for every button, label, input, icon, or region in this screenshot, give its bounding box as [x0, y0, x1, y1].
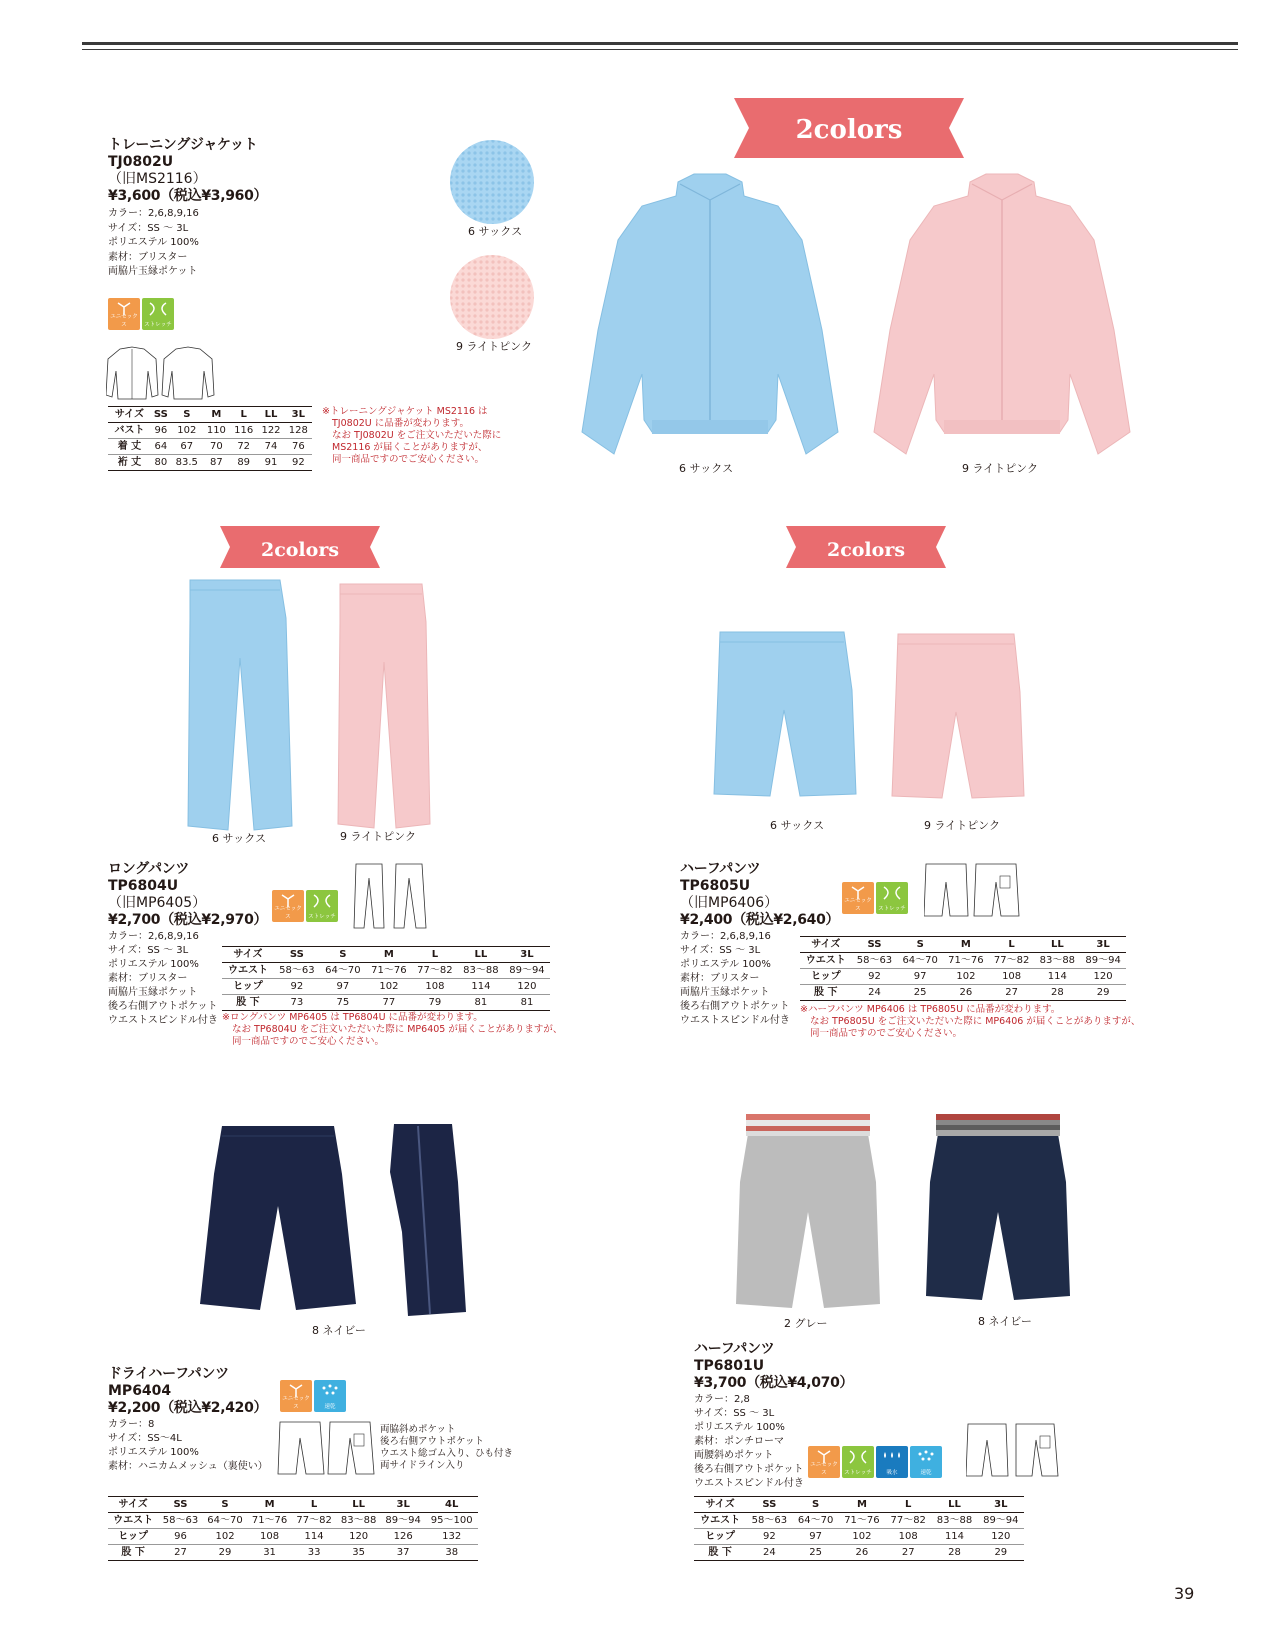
icon-label: ストレッチ [144, 322, 172, 328]
product-specs [108, 207, 267, 280]
table-cell: 38 [425, 1545, 478, 1561]
table-cell: 126 [381, 1529, 426, 1545]
image-caption: 6 サックス [212, 832, 267, 845]
note-line: TJ0802U に品番が変わります。 [332, 418, 469, 429]
top-rule [82, 42, 1238, 45]
table-cell: 25 [897, 985, 943, 1001]
note-line: ※トレーニングジャケット MS2116 は [322, 406, 488, 417]
unisex-icon [842, 882, 874, 914]
table-cell: 股 下 [222, 995, 274, 1011]
table-cell: ヒップ [222, 979, 274, 995]
banner-text: 2colors [826, 539, 906, 561]
image-caption: 6 サックス [679, 462, 734, 475]
table-header: L [989, 937, 1035, 953]
long-pants-size-table [222, 946, 550, 1011]
note-line: ※ハーフパンツ MP6406 は TP6805U に品番が変わります。 [800, 1004, 1061, 1015]
feature-line: 後ろ右側アウトポケット [380, 1436, 485, 1447]
table-cell: 91 [257, 455, 284, 471]
half-pants-size-table [800, 936, 1126, 1001]
swatch-caption: 9 ライトピンク [456, 340, 532, 353]
spec-line: ウエストスピンドル付き [694, 1478, 804, 1489]
table-cell: 77～82 [989, 953, 1035, 969]
note-line: ※ロングパンツ MP6405 は TP6804U に品番が変わります。 [222, 1012, 483, 1023]
table-cell: 83～88 [458, 963, 504, 979]
table-cell: 102 [839, 1529, 885, 1545]
spec-line: サイズ：SS ～ 3L [694, 1408, 775, 1419]
spec-line: 両腰斜めポケット [694, 1450, 774, 1461]
image-caption: 8 ネイビー [312, 1324, 366, 1337]
table-cell: 37 [381, 1545, 426, 1561]
product-price: ¥2,400（税込¥2,640） [680, 912, 840, 928]
table-cell: 25 [793, 1545, 839, 1561]
table-cell: 64～70 [320, 963, 366, 979]
jacket-line-drawing-icon [106, 345, 216, 401]
table-cell: 72 [230, 439, 257, 455]
table-header: L [230, 407, 257, 423]
half-pants-6801-size-table [694, 1496, 1024, 1561]
table-header: LL [458, 947, 504, 963]
table-header: M [247, 1497, 292, 1513]
table-header: 3L [1080, 937, 1126, 953]
table-cell: 31 [247, 1545, 292, 1561]
spec-line: カラー：8 [108, 1419, 155, 1430]
spec-line: ウエストスピンドル付き [680, 1015, 790, 1026]
spec-line: サイズ：SS ～ 3L [680, 945, 761, 956]
table-cell: 着 丈 [108, 439, 151, 455]
table-cell: 75 [320, 995, 366, 1011]
image-caption: 6 サックス [770, 819, 825, 832]
table-cell: 83.5 [171, 455, 203, 471]
long-pants-sax-image [184, 578, 294, 834]
half-pants-sax-image [712, 630, 858, 800]
banner-text: 2colors [795, 115, 903, 145]
spec-line: 素材：ブリスター [108, 973, 188, 984]
table-cell: 108 [247, 1529, 292, 1545]
table-cell: 132 [425, 1529, 478, 1545]
product-code: TP6804U [108, 878, 179, 894]
half-pants-pink-image [888, 632, 1028, 802]
table-header: サイズ [108, 407, 151, 423]
table-cell: 26 [839, 1545, 885, 1561]
icon-label: 速乾 [324, 1404, 336, 1410]
table-cell: ウエスト [222, 963, 274, 979]
table-cell: 58～63 [852, 953, 898, 969]
page-number: 39 [1174, 1584, 1195, 1603]
table-cell: 108 [885, 1529, 931, 1545]
table-cell: 128 [285, 423, 312, 439]
table-header: M [366, 947, 412, 963]
table-header: S [897, 937, 943, 953]
table-cell: 64 [151, 439, 171, 455]
table-cell: 89～94 [504, 963, 550, 979]
dry-half-pants-info [108, 1366, 268, 1474]
table-cell: ウエスト [108, 1513, 158, 1529]
top-rule-thin [82, 49, 1238, 50]
old-code: （旧MP6405） [108, 895, 207, 911]
feature-line: 両脇斜めポケット [380, 1424, 456, 1435]
table-cell: 26 [943, 985, 989, 1001]
image-caption: 9 ライトピンク [340, 830, 416, 843]
note-line: 同一商品ですのでご安心ください。 [332, 454, 485, 465]
table-cell: 33 [292, 1545, 337, 1561]
table-cell: 28 [1034, 985, 1080, 1001]
spec-line: 後ろ右側アウトポケット [694, 1464, 804, 1475]
banner-text: 2colors [260, 539, 340, 561]
table-cell: 股 下 [800, 985, 852, 1001]
table-cell: 120 [978, 1529, 1024, 1545]
dry-half-pants-navy-front-image [196, 1124, 360, 1314]
table-cell: 116 [230, 423, 257, 439]
table-cell: 70 [203, 439, 230, 455]
feature-line: ウエスト総ゴム入り、ひも付き [380, 1448, 514, 1459]
table-cell: 股 下 [694, 1545, 746, 1561]
table-cell: 102 [203, 1529, 248, 1545]
spec-line: サイズ：SS ～ 3L [108, 945, 189, 956]
table-cell: 58～63 [158, 1513, 203, 1529]
image-caption: 9 ライトピンク [962, 462, 1038, 475]
product-price: ¥3,600（税込¥3,960） [108, 188, 268, 204]
water-absorb-icon [876, 1446, 908, 1478]
table-cell: 71～76 [839, 1513, 885, 1529]
table-cell: 27 [158, 1545, 203, 1561]
spec-line: 素材：ハニカムメッシュ（裏使い） [108, 1461, 268, 1472]
half-pants-gray-image [734, 1112, 882, 1310]
two-colors-banner [734, 98, 964, 158]
icon-label: 吸水 [886, 1470, 898, 1476]
product-code: MP6404 [108, 1383, 172, 1399]
table-cell: 114 [292, 1529, 337, 1545]
table-cell: 97 [793, 1529, 839, 1545]
table-header: 4L [425, 1497, 478, 1513]
table-cell: 108 [412, 979, 458, 995]
table-cell: 114 [1034, 969, 1080, 985]
table-cell: 29 [978, 1545, 1024, 1561]
note-line: なお TP6805U をご注文いただいた際に MP6406 が届くことがありますが、 [810, 1016, 1141, 1027]
unisex-icon [808, 1446, 840, 1478]
old-code: （旧MS2116） [108, 171, 207, 187]
half-pants-6801-line-drawing-icon [966, 1422, 1060, 1478]
icon-label: ユニセックス [282, 1396, 310, 1410]
table-cell: 89～94 [978, 1513, 1024, 1529]
table-cell: 77 [366, 995, 412, 1011]
long-pants-line-drawing-icon [352, 862, 428, 930]
table-cell: 92 [852, 969, 898, 985]
table-cell: 92 [285, 455, 312, 471]
spec-line: 素材：ポンチローマ [694, 1436, 784, 1447]
table-cell: 96 [158, 1529, 203, 1545]
long-pants-note [222, 1012, 562, 1048]
spec-line: カラー：2,6,8,9,16 [108, 208, 199, 219]
spec-line: 後ろ右側アウトポケット [680, 1001, 790, 1012]
table-cell: 89～94 [381, 1513, 426, 1529]
product-price: ¥3,700（税込¥4,070） [694, 1375, 854, 1391]
table-header: サイズ [694, 1497, 746, 1513]
table-header: サイズ [222, 947, 274, 963]
table-header: S [203, 1497, 248, 1513]
spec-line: サイズ：SS ～ 3L [108, 222, 189, 234]
product-title: トレーニングジャケット [108, 137, 258, 153]
spec-line: ポリエステル 100% [108, 959, 199, 970]
product-title: ドライハーフパンツ [108, 1366, 229, 1382]
table-header: 3L [381, 1497, 426, 1513]
table-cell: 114 [931, 1529, 977, 1545]
table-cell: 64～70 [897, 953, 943, 969]
unisex-icon [272, 890, 304, 922]
table-header: L [885, 1497, 931, 1513]
product-specs [108, 1418, 268, 1474]
table-header: S [320, 947, 366, 963]
icon-label: ユニセックス [110, 314, 138, 328]
jacket-info [108, 137, 267, 280]
dry-half-pants-navy-side-image [388, 1122, 468, 1318]
dry-half-pants-size-table [108, 1496, 478, 1561]
spec-line: 両脇片玉縁ポケット [108, 266, 198, 277]
product-code: TP6801U [694, 1358, 765, 1374]
table-header: L [412, 947, 458, 963]
spec-line: 素材：ブリスター [108, 251, 188, 263]
table-cell: 92 [746, 1529, 792, 1545]
table-cell: 102 [171, 423, 203, 439]
image-caption: 2 グレー [784, 1317, 828, 1330]
pink-swatch-icon [448, 253, 536, 341]
table-cell: 76 [285, 439, 312, 455]
product-title: ハーフパンツ [680, 861, 761, 877]
stretch-icon [876, 882, 908, 914]
icon-label: ユニセックス [844, 898, 872, 912]
jacket-sax-image [580, 170, 840, 460]
spec-line: ポリエステル 100% [108, 1447, 199, 1458]
table-cell: 110 [203, 423, 230, 439]
table-cell: 73 [274, 995, 320, 1011]
table-cell: 102 [943, 969, 989, 985]
spec-line: ポリエステル 100% [680, 959, 771, 970]
table-header: SS [274, 947, 320, 963]
table-header: 3L [978, 1497, 1024, 1513]
quick-dry-icon [314, 1380, 346, 1412]
table-cell: ヒップ [694, 1529, 746, 1545]
table-cell: 29 [1080, 985, 1126, 1001]
dry-half-pants-line-drawing-icon [276, 1420, 376, 1476]
unisex-icon [108, 298, 140, 330]
table-cell: 79 [412, 995, 458, 1011]
table-header: サイズ [108, 1497, 158, 1513]
stretch-icon [306, 890, 338, 922]
half-pants-navy-image [924, 1112, 1072, 1302]
table-cell: 96 [151, 423, 171, 439]
table-header: S [793, 1497, 839, 1513]
table-cell: 77～82 [292, 1513, 337, 1529]
table-cell: 122 [257, 423, 284, 439]
table-cell: 24 [852, 985, 898, 1001]
table-cell: 裄 丈 [108, 455, 151, 471]
image-caption: 8 ネイビー [978, 1315, 1032, 1328]
swatch-caption: 6 サックス [468, 225, 523, 238]
product-price: ¥2,700（税込¥2,970） [108, 912, 268, 928]
table-cell: 81 [458, 995, 504, 1011]
stretch-icon [142, 298, 174, 330]
jacket-size-table [108, 406, 312, 471]
note-line: MS2116 が届くことがありますが、 [332, 442, 488, 453]
table-header: 3L [504, 947, 550, 963]
note-line: 同一商品ですのでご安心ください。 [232, 1036, 385, 1047]
table-cell: 29 [203, 1545, 248, 1561]
spec-line: 両脇片玉縁ポケット [108, 987, 198, 998]
table-cell: ヒップ [108, 1529, 158, 1545]
table-cell: 102 [366, 979, 412, 995]
icon-label: 速乾 [920, 1470, 932, 1476]
table-cell: 83～88 [336, 1513, 381, 1529]
spec-line: ポリエステル 100% [694, 1422, 785, 1433]
product-code: TP6805U [680, 878, 751, 894]
table-cell: 83～88 [931, 1513, 977, 1529]
table-header: SS [151, 407, 171, 423]
jacket-pink-image [872, 170, 1132, 460]
table-cell: 27 [989, 985, 1035, 1001]
spec-line: ポリエステル 100% [108, 237, 199, 248]
table-cell: 89 [230, 455, 257, 471]
table-cell: 71～76 [943, 953, 989, 969]
table-cell: 120 [336, 1529, 381, 1545]
icon-label: ユニセックス [274, 906, 302, 920]
table-header: M [203, 407, 230, 423]
sax-swatch-icon [448, 138, 536, 226]
table-cell: 87 [203, 455, 230, 471]
table-cell: 108 [989, 969, 1035, 985]
table-cell: 95～100 [425, 1513, 478, 1529]
spec-line: カラー：2,8 [694, 1394, 750, 1405]
product-title: ロングパンツ [108, 861, 190, 877]
old-code: （旧MP6406） [680, 895, 779, 911]
spec-line: 両脇片玉縁ポケット [680, 987, 770, 998]
product-code: TJ0802U [108, 154, 174, 170]
table-cell: 58～63 [274, 963, 320, 979]
table-cell: 114 [458, 979, 504, 995]
table-header: M [943, 937, 989, 953]
table-header: LL [1034, 937, 1080, 953]
table-cell: ウエスト [800, 953, 852, 969]
table-cell: ヒップ [800, 969, 852, 985]
stretch-icon [842, 1446, 874, 1478]
table-header: 3L [285, 407, 312, 423]
table-cell: 97 [897, 969, 943, 985]
long-pants-pink-image [334, 582, 434, 832]
table-cell: 35 [336, 1545, 381, 1561]
table-cell: ウエスト [694, 1513, 746, 1529]
table-header: サイズ [800, 937, 852, 953]
jacket-note [322, 406, 501, 466]
dry-half-pants-features [380, 1424, 513, 1472]
table-cell: 81 [504, 995, 550, 1011]
table-header: M [839, 1497, 885, 1513]
note-line: なお TP6804U をご注文いただいた際に MP6405 が届くことがありますが、 [232, 1024, 563, 1035]
table-cell: 120 [1080, 969, 1126, 985]
table-cell: 80 [151, 455, 171, 471]
table-cell: 71～76 [247, 1513, 292, 1529]
table-cell: 77～82 [885, 1513, 931, 1529]
note-line: 同一商品ですのでご安心ください。 [810, 1028, 963, 1039]
spec-line: 後ろ右側アウトポケット [108, 1001, 218, 1012]
spec-line: サイズ：SS～4L [108, 1433, 182, 1444]
half-pants-note [800, 1004, 1140, 1040]
feature-line: 両サイドライン入り [380, 1460, 465, 1471]
table-cell: 27 [885, 1545, 931, 1561]
table-header: LL [336, 1497, 381, 1513]
table-cell: 58～63 [746, 1513, 792, 1529]
table-cell: 64～70 [793, 1513, 839, 1529]
table-cell: 74 [257, 439, 284, 455]
icon-label: ユニセックス [810, 1462, 838, 1476]
table-header: SS [852, 937, 898, 953]
spec-line: ウエストスピンドル付き [108, 1015, 218, 1026]
table-header: LL [257, 407, 284, 423]
table-cell: 71～76 [366, 963, 412, 979]
table-header: SS [746, 1497, 792, 1513]
spec-line: カラー：2,6,8,9,16 [108, 931, 199, 942]
spec-line: カラー：2,6,8,9,16 [680, 931, 771, 942]
table-cell: 67 [171, 439, 203, 455]
table-header: S [171, 407, 203, 423]
two-colors-banner [786, 526, 946, 568]
note-line: なお TJ0802U をご注文いただいた際に [332, 430, 502, 441]
spec-line: 素材：ブリスター [680, 973, 760, 984]
icon-label: ストレッチ [308, 914, 336, 920]
table-cell: 92 [274, 979, 320, 995]
quick-dry-icon [910, 1446, 942, 1478]
table-cell: 97 [320, 979, 366, 995]
unisex-icon [280, 1380, 312, 1412]
table-cell: 股 下 [108, 1545, 158, 1561]
table-cell: 120 [504, 979, 550, 995]
product-price: ¥2,200（税込¥2,420） [108, 1400, 268, 1416]
icon-label: ストレッチ [878, 906, 906, 912]
table-header: LL [931, 1497, 977, 1513]
table-header: SS [158, 1497, 203, 1513]
product-title: ハーフパンツ [694, 1341, 775, 1357]
table-cell: 64～70 [203, 1513, 248, 1529]
table-cell: 77～82 [412, 963, 458, 979]
table-cell: 28 [931, 1545, 977, 1561]
half-pants-line-drawing-icon [924, 862, 1020, 918]
image-caption: 9 ライトピンク [924, 819, 1000, 832]
table-cell: 89～94 [1080, 953, 1126, 969]
table-cell: 83～88 [1034, 953, 1080, 969]
icon-label: ストレッチ [844, 1470, 872, 1476]
table-cell: 24 [746, 1545, 792, 1561]
table-header: L [292, 1497, 337, 1513]
two-colors-banner [220, 526, 380, 568]
table-cell: バスト [108, 423, 151, 439]
